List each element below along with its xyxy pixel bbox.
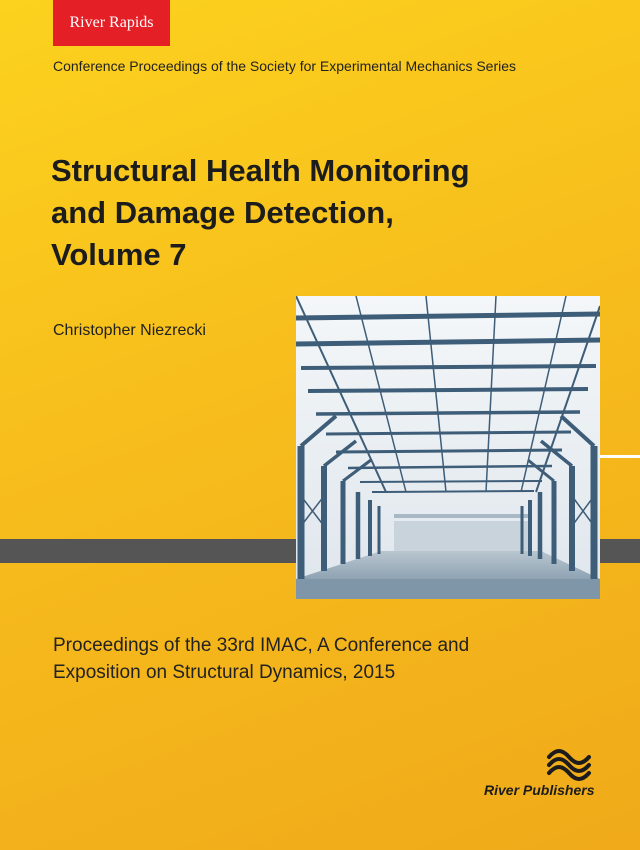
- title-line-3: Volume 7: [51, 237, 187, 272]
- book-title: [51, 150, 611, 276]
- subtitle-line-1: Proceedings of the 33rd IMAC, A Conference and: [53, 635, 470, 656]
- title-line-1: Structural Health Monitoring: [51, 153, 470, 188]
- imprint-tag: River Rapids: [53, 0, 170, 46]
- divider-accent-line: [600, 455, 640, 458]
- title-line-2: and Damage Detection,: [51, 195, 394, 230]
- river-waves-logo-icon: [546, 745, 592, 783]
- publisher-name: River Publishers: [484, 782, 595, 798]
- series-name: Conference Proceedings of the Society for Experimental Mechanics Series: [53, 58, 517, 74]
- steel-frame-hall-photo: [296, 296, 600, 599]
- author-name: Christopher Niezrecki: [53, 322, 206, 339]
- divider-bar-right: [600, 539, 640, 563]
- proceedings-subtitle: [53, 632, 593, 686]
- subtitle-line-2: Exposition on Structural Dynamics, 2015: [53, 662, 396, 683]
- divider-bar-left: [0, 539, 296, 563]
